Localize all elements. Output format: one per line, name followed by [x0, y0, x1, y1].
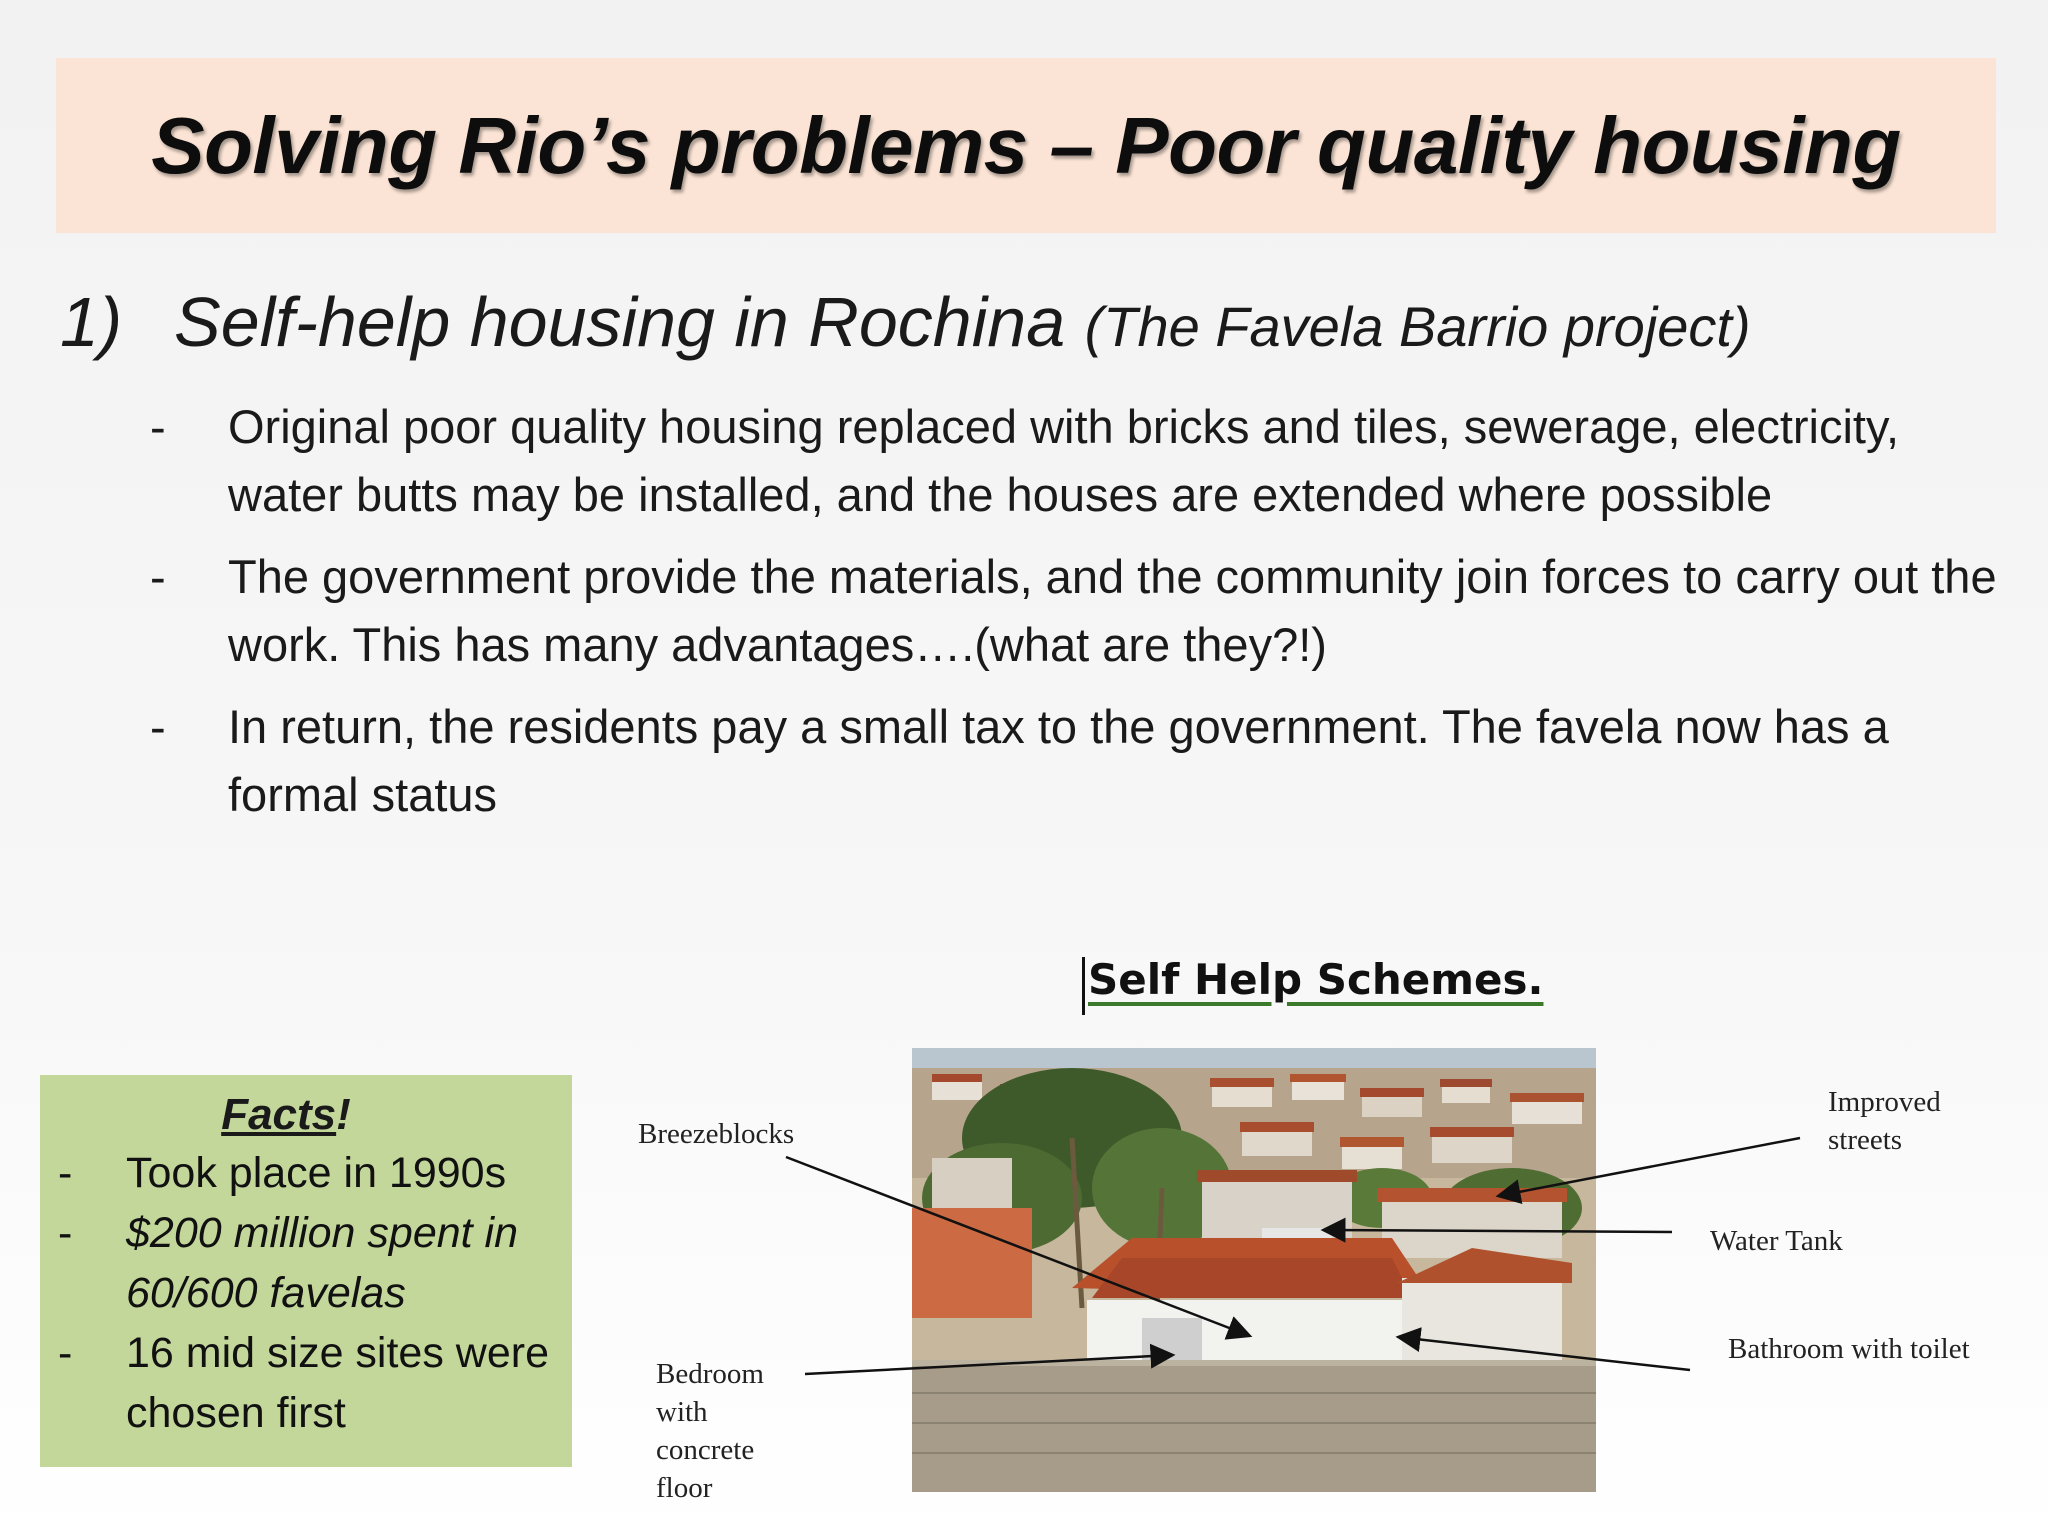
figure-title-text: Self Help Schemes. — [1088, 955, 1544, 1004]
title-banner — [56, 58, 1996, 233]
facts-list — [40, 1143, 572, 1443]
facts-dash: - — [58, 1329, 73, 1377]
facts-title — [0, 1087, 572, 1143]
favela-photo — [912, 1048, 1596, 1492]
facts-title-word: Facts — [221, 1090, 337, 1139]
facts-dash: - — [58, 1209, 73, 1257]
facts-box — [40, 1075, 572, 1467]
facts-item — [40, 1323, 572, 1443]
label-bathroom: Bathroom with toilet — [1728, 1333, 1970, 1365]
facts-text: Took place in 1990s — [126, 1149, 507, 1197]
bullet-dash: - — [150, 400, 166, 453]
text-cursor — [1082, 957, 1085, 1015]
bullet-text: In return, the residents pay a small tax to the government. The favela now has a formal status — [228, 700, 1889, 821]
bullet-item — [140, 693, 2020, 829]
label-bedroom: Bedroom with concrete floor — [656, 1358, 764, 1504]
facts-text: $200 million spent in 60/600 favelas — [126, 1209, 519, 1317]
label-water-tank: Water Tank — [1710, 1225, 1843, 1257]
bullet-text: The government provide the materials, and the community join forces to carry out the work. This has many advantages….(what are they?!) — [228, 550, 1997, 671]
bullet-item — [140, 543, 2020, 679]
label-improved-streets: Improved streets — [1828, 1086, 1941, 1156]
heading-main: Self-help housing in Rochina — [174, 283, 1066, 361]
bullet-item — [140, 393, 2020, 529]
bullet-dash: - — [150, 550, 166, 603]
bullet-dash: - — [150, 700, 166, 753]
facts-item — [40, 1203, 572, 1323]
bullet-text: Original poor quality housing replaced with bricks and tiles, sewerage, electricity, water butts may be installed, and the houses are extended where possible — [228, 400, 1900, 521]
facts-text: 16 mid size sites were chosen first — [126, 1329, 549, 1437]
facts-item — [40, 1143, 572, 1203]
label-breezeblocks: Breezeblocks — [638, 1118, 795, 1150]
section-heading — [60, 282, 2020, 362]
slide-title: Solving Rio’s problems – Poor quality housing — [151, 100, 1901, 190]
facts-title-suffix: ! — [336, 1090, 351, 1139]
heading-subtitle: (The Favela Barrio project) — [1084, 295, 1751, 358]
facts-dash: - — [58, 1149, 73, 1197]
bullet-list — [140, 393, 2020, 843]
figure-title — [1088, 955, 1543, 1004]
heading-number: 1) — [60, 283, 123, 361]
